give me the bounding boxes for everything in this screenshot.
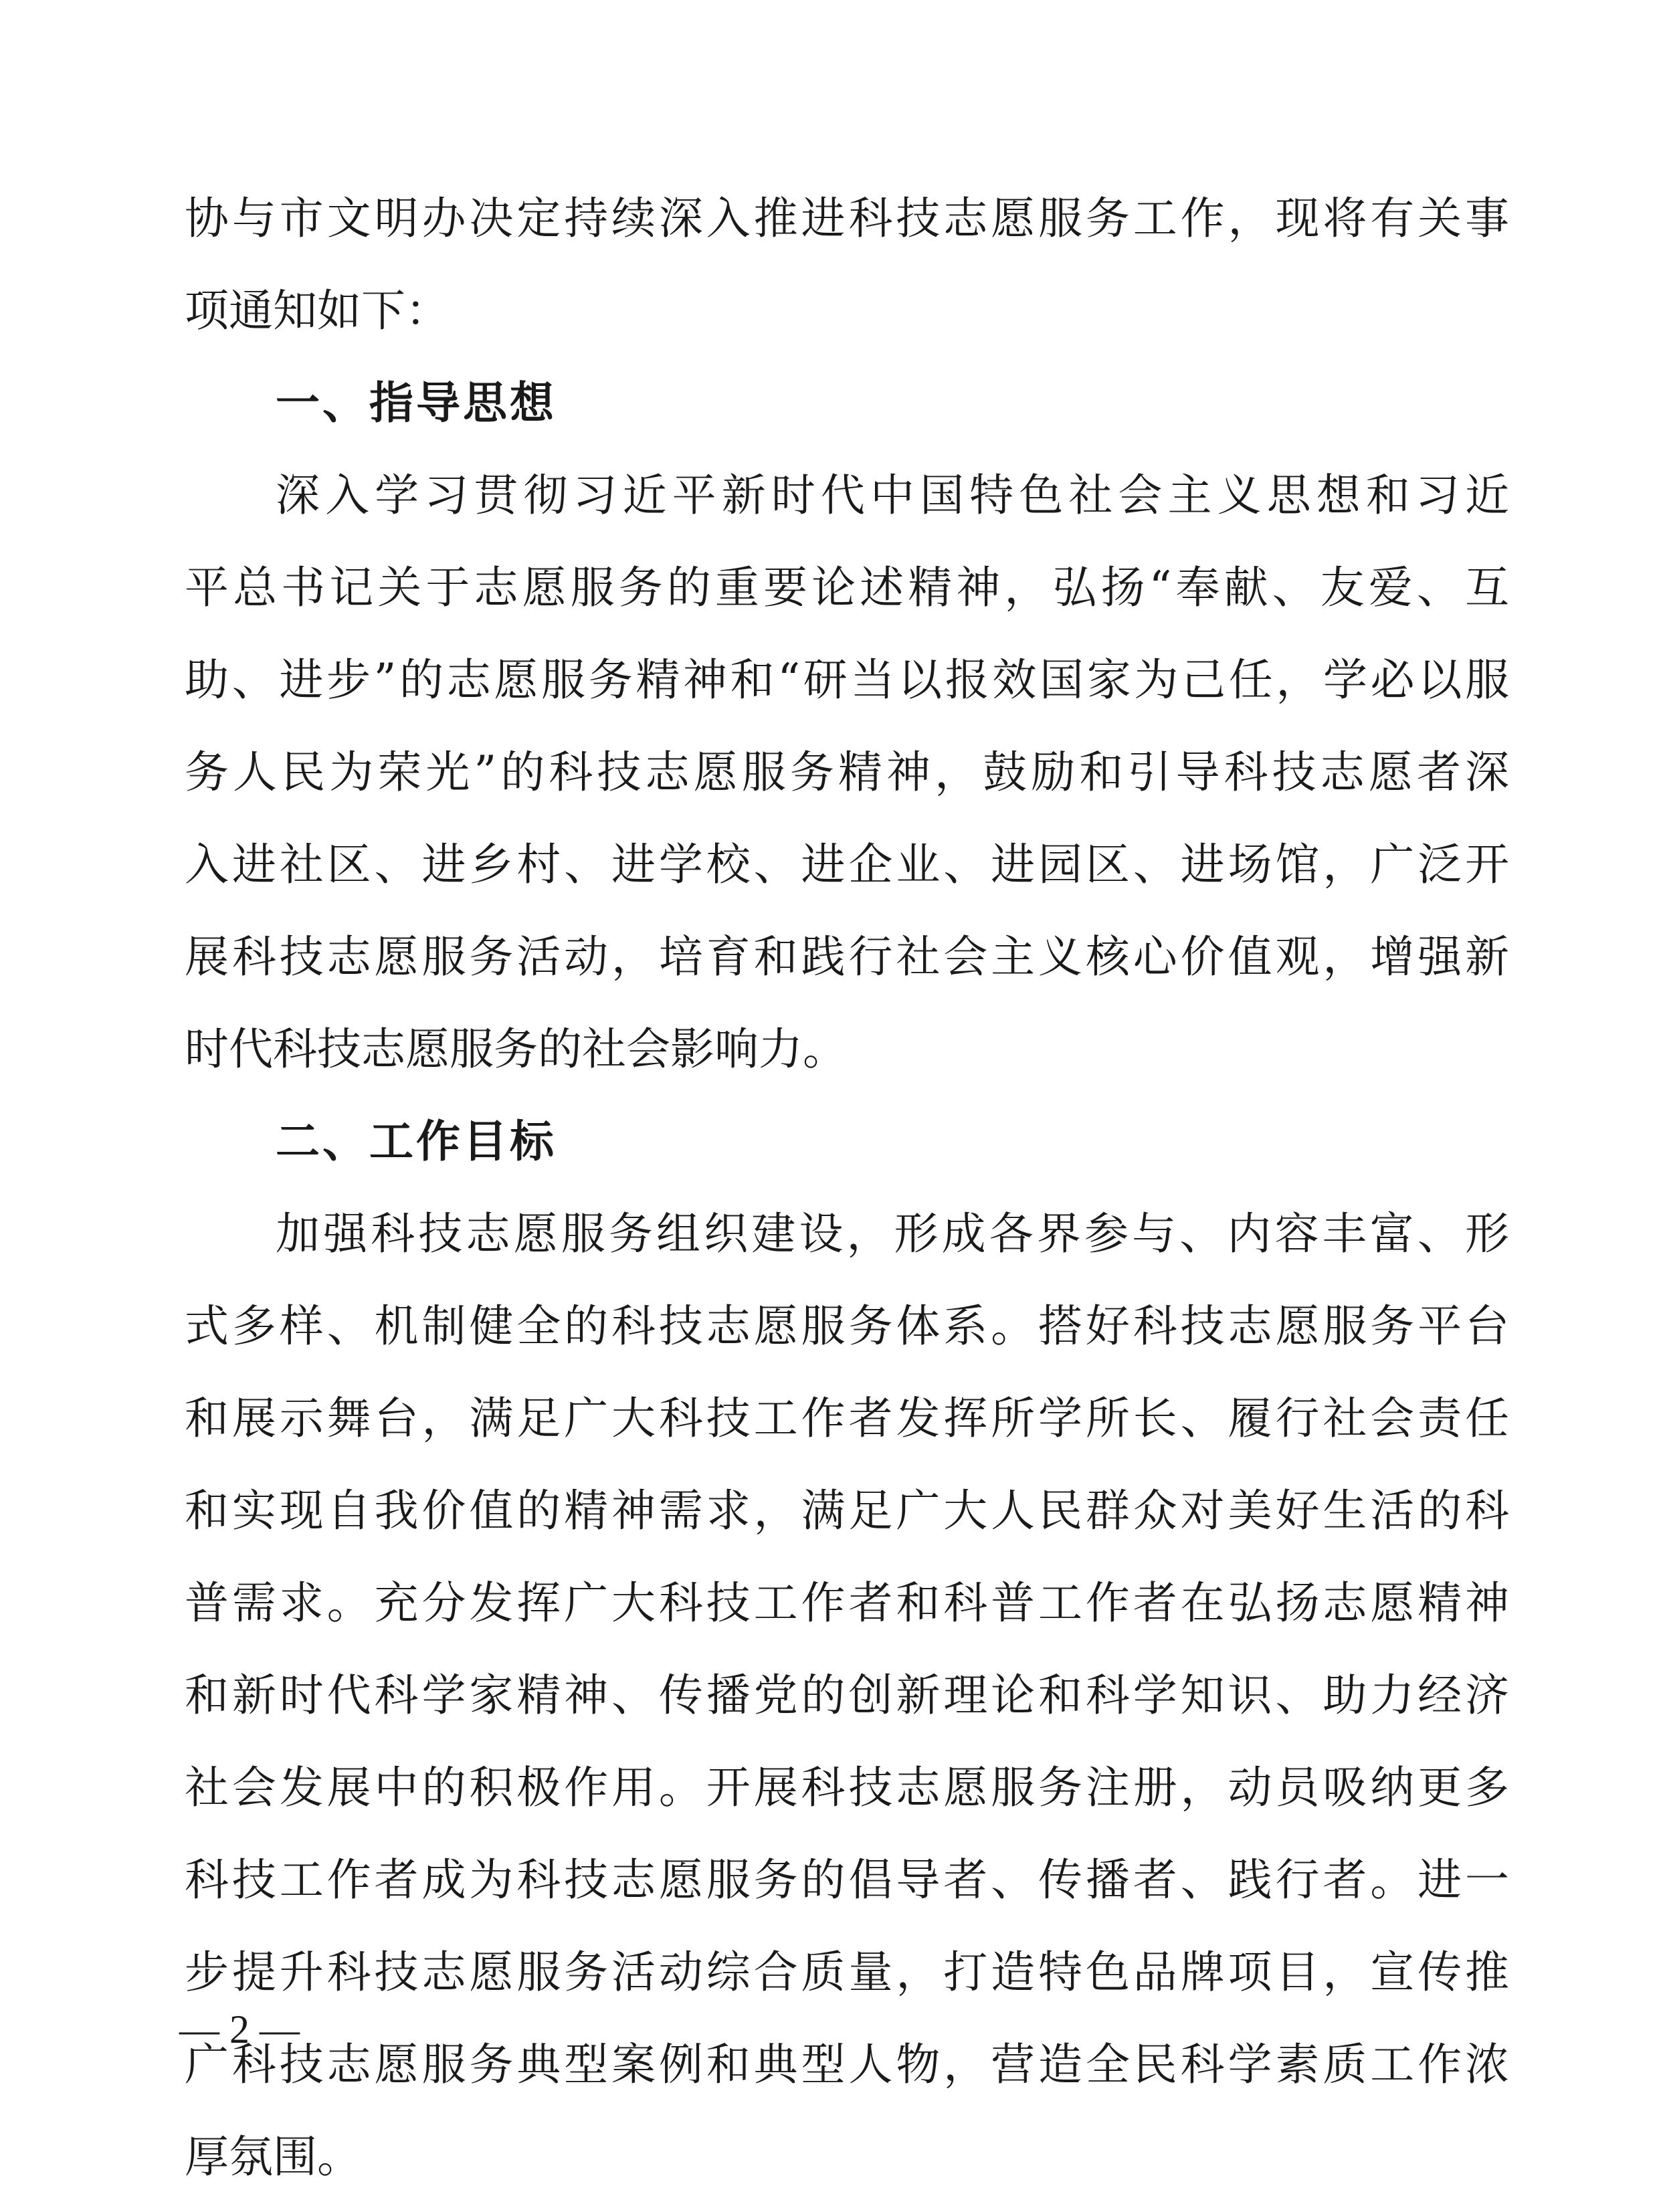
document-body (185, 173, 1509, 2203)
paragraph-line: 厚氛围。 (185, 2131, 361, 2183)
paragraph-line: 式多样、机制健全的科技志愿服务体系。搭好科技志愿服务平台 (185, 1300, 1509, 1352)
paragraph-line: 展科技志愿服务活动，培育和践行社会主义核心价值观，增强新 (185, 931, 1509, 983)
paragraph-line: 普需求。充分发挥广大科技工作者和科普工作者在弘扬志愿精神 (185, 1577, 1509, 1629)
paragraph-line: 深入学习贯彻习近平新时代中国特色社会主义思想和习近 (276, 470, 1509, 521)
section-heading-work-goals: 二、工作目标 (276, 1116, 557, 1167)
intro-line: 协与市文明办决定持续深入推进科技志愿服务工作，现将有关事 (185, 193, 1509, 244)
paragraph-line: 助、进步”的志愿服务精神和“研当以报效国家为己任，学必以服 (185, 654, 1509, 706)
section-heading-guiding-ideology: 一、指导思想 (276, 377, 557, 429)
paragraph-line: 广科技志愿服务典型案例和典型人物，营造全民科学素质工作浓 (185, 2039, 1509, 2090)
paragraph-line: 科技工作者成为科技志愿服务的倡导者、传播者、践行者。进一 (185, 1854, 1509, 1906)
paragraph-line: 时代科技志愿服务的社会影响力。 (185, 1023, 847, 1075)
paragraph-line: 步提升科技志愿服务活动综合质量，打造特色品牌项目，宣传推 (185, 1946, 1509, 1998)
paragraph-line: 和展示舞台，满足广大科技工作者发挥所学所长、履行社会责任 (185, 1393, 1509, 1444)
intro-line: 项通知如下： (185, 285, 450, 336)
page-number: — 2 — (179, 2007, 300, 2051)
paragraph-line: 平总书记关于志愿服务的重要论述精神，弘扬“奉献、友爱、互 (185, 562, 1509, 613)
paragraph-line: 和实现自我价值的精神需求，满足广大人民群众对美好生活的科 (185, 1485, 1509, 1536)
paragraph-line: 社会发展中的积极作用。开展科技志愿服务注册，动员吸纳更多 (185, 1762, 1509, 1813)
paragraph-line: 和新时代科学家精神、传播党的创新理论和科学知识、助力经济 (185, 1670, 1509, 1721)
paragraph-line: 加强科技志愿服务组织建设，形成各界参与、内容丰富、形 (276, 1208, 1509, 1260)
paragraph-line: 务人民为荣光”的科技志愿服务精神，鼓励和引导科技志愿者深 (185, 746, 1509, 798)
paragraph-line: 入进社区、进乡村、进学校、进企业、进园区、进场馆，广泛开 (185, 839, 1509, 890)
